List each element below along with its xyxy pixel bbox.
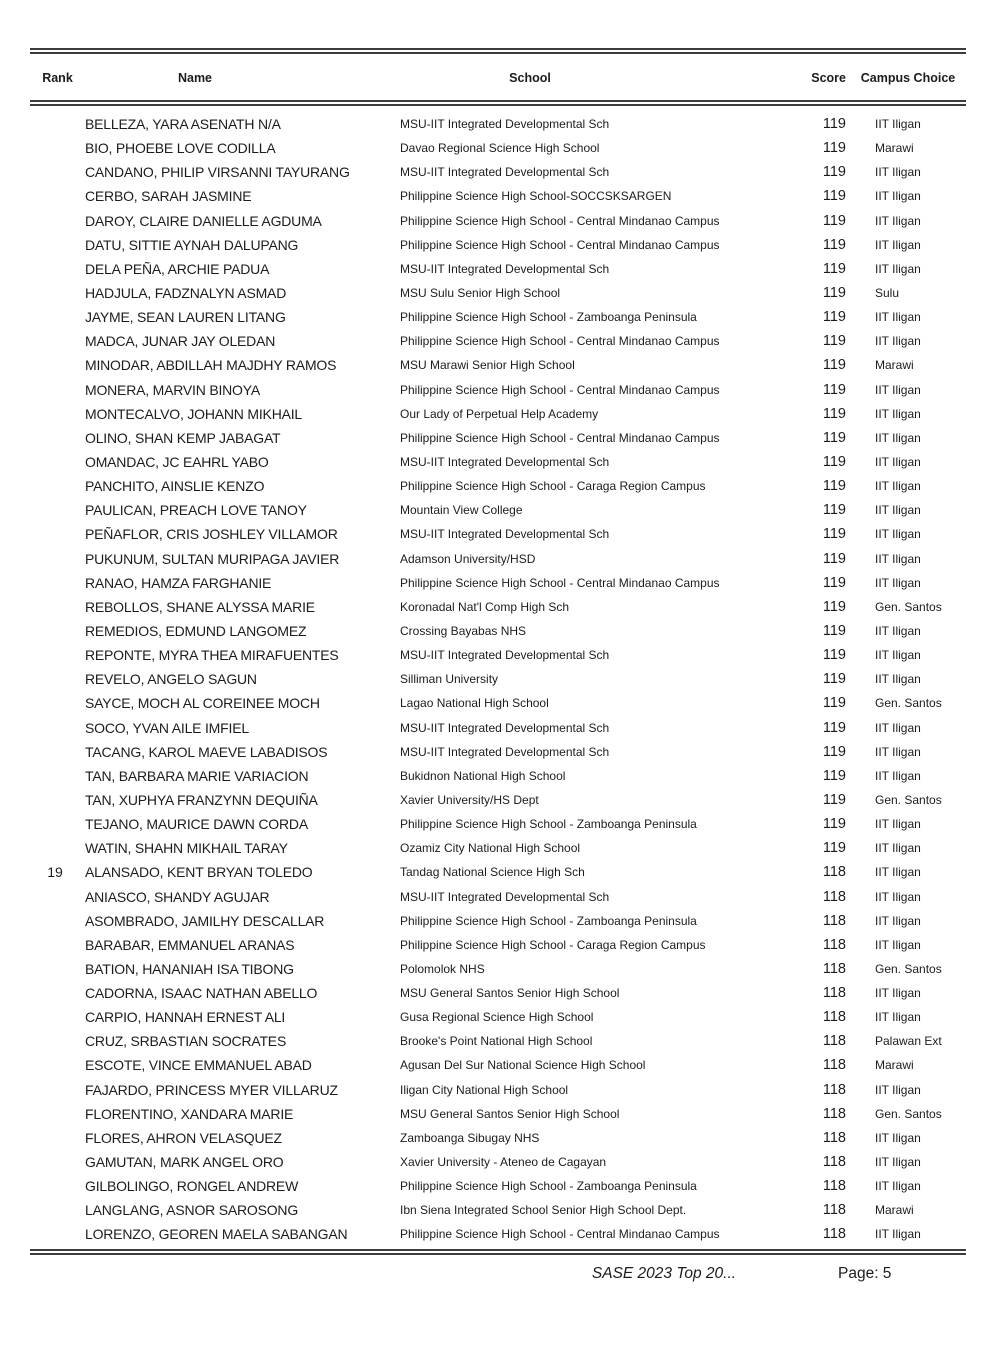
campus-cell: IIT Iligan — [875, 1130, 921, 1145]
school-cell: Philippine Science High School - Central Mindanao Campus — [400, 575, 720, 590]
campus-cell: Gen. Santos — [875, 1106, 942, 1121]
name-cell: CARPIO, HANNAH ERNEST ALI — [85, 1009, 286, 1026]
name-cell: CADORNA, ISAAC NATHAN ABELLO — [85, 985, 318, 1002]
rank-cell — [30, 812, 80, 836]
campus-cell: IIT Iligan — [875, 527, 921, 542]
school-cell: MSU-IIT Integrated Developmental Sch — [400, 720, 610, 735]
table-row — [0, 885, 996, 909]
name-cell: REPONTE, MYRA THEA MIRAFUENTES — [85, 647, 339, 664]
rank-cell — [30, 691, 80, 715]
score-cell: 119 — [822, 695, 846, 712]
rank-cell: 19 — [47, 864, 63, 881]
score-cell: 119 — [822, 647, 846, 664]
header-divider-rule — [30, 100, 966, 106]
table-row — [0, 281, 996, 305]
table-row — [0, 233, 996, 257]
rank-cell — [30, 571, 80, 595]
campus-cell: IIT Iligan — [875, 768, 921, 783]
rank-cell — [30, 547, 80, 571]
rank-cell — [30, 257, 80, 281]
school-cell: MSU-IIT Integrated Developmental Sch — [400, 889, 610, 904]
score-cell: 119 — [822, 816, 846, 833]
name-cell: MINODAR, ABDILLAH MAJDHY RAMOS — [85, 357, 337, 374]
name-cell: SAYCE, MOCH AL COREINEE MOCH — [85, 695, 320, 712]
campus-cell: IIT Iligan — [875, 1082, 921, 1097]
table-row — [0, 981, 996, 1005]
campus-cell: IIT Iligan — [875, 986, 921, 1001]
table-row — [0, 209, 996, 233]
table-row — [0, 691, 996, 715]
score-cell: 119 — [822, 309, 846, 326]
name-cell: PANCHITO, AINSLIE KENZO — [85, 478, 265, 495]
table-row — [0, 353, 996, 377]
score-cell: 119 — [822, 405, 846, 422]
score-cell: 119 — [822, 574, 846, 591]
campus-cell: IIT Iligan — [875, 237, 921, 252]
page-number: Page: 5 — [838, 1265, 892, 1282]
bottom-rule — [30, 1249, 966, 1255]
name-cell: TACANG, KAROL MAEVE LABADISOS — [85, 743, 328, 760]
table-row — [0, 571, 996, 595]
table-row — [0, 812, 996, 836]
name-cell: LORENZO, GEOREN MAELA SABANGAN — [85, 1226, 348, 1243]
name-cell: ANIASCO, SHANDY AGUJAR — [85, 888, 270, 905]
campus-cell: IIT Iligan — [875, 817, 921, 832]
rank-cell — [30, 353, 80, 377]
rank-cell — [30, 450, 80, 474]
school-cell: Philippine Science High School-SOCCSKSARGEN — [400, 189, 672, 204]
name-cell: DATU, SITTIE AYNAH DALUPANG — [85, 236, 299, 253]
name-cell: CRUZ, SRBASTIAN SOCRATES — [85, 1033, 287, 1050]
name-cell: PEÑAFLOR, CRIS JOSHLEY VILLAMOR — [85, 526, 338, 543]
table-row — [0, 1005, 996, 1029]
name-cell: TEJANO, MAURICE DAWN CORDA — [85, 816, 308, 833]
table-row — [0, 667, 996, 691]
school-cell: MSU-IIT Integrated Developmental Sch — [400, 165, 610, 180]
campus-cell: IIT Iligan — [875, 1010, 921, 1025]
rank-cell — [30, 160, 80, 184]
table-header-row — [0, 55, 996, 101]
name-cell: FLORES, AHRON VELASQUEZ — [85, 1129, 282, 1146]
table-row — [0, 860, 996, 884]
score-cell: 118 — [822, 912, 846, 929]
rank-cell — [30, 909, 80, 933]
school-cell: Philippine Science High School - Caraga Region Campus — [400, 937, 706, 952]
score-cell: 119 — [822, 743, 846, 760]
table-row — [0, 740, 996, 764]
score-cell: 119 — [822, 188, 846, 205]
score-cell: 119 — [822, 116, 846, 132]
campus-cell: IIT Iligan — [875, 672, 921, 687]
table-row — [0, 909, 996, 933]
school-cell: Our Lady of Perpetual Help Academy — [400, 406, 599, 421]
name-cell: GAMUTAN, MARK ANGEL ORO — [85, 1154, 284, 1171]
name-cell: FAJARDO, PRINCESS MYER VILLARUZ — [85, 1081, 338, 1098]
school-cell: Philippine Science High School - Zamboanga Peninsula — [400, 310, 697, 325]
campus-cell: IIT Iligan — [875, 382, 921, 397]
table-row — [0, 1198, 996, 1222]
score-cell: 118 — [822, 960, 846, 977]
campus-cell: IIT Iligan — [875, 648, 921, 663]
rank-cell — [30, 329, 80, 353]
name-cell: ALANSADO, KENT BRYAN TOLEDO — [85, 864, 313, 881]
score-cell: 119 — [822, 526, 846, 543]
name-cell: CANDANO, PHILIP VIRSANNI TAYURANG — [85, 164, 350, 181]
table-row — [0, 112, 996, 136]
score-cell: 118 — [822, 1081, 846, 1098]
name-cell: MADCA, JUNAR JAY OLEDAN — [85, 333, 276, 350]
score-cell: 119 — [822, 550, 846, 567]
school-cell: Philippine Science High School - Zamboanga Peninsula — [400, 913, 697, 928]
campus-cell: IIT Iligan — [875, 744, 921, 759]
school-cell: Crossing Bayabas NHS — [400, 623, 527, 638]
school-cell: Philippine Science High School - Zamboanga Peninsula — [400, 817, 697, 832]
school-cell: Brooke's Point National High School — [400, 1034, 593, 1049]
campus-cell: Palawan Ext — [875, 1034, 942, 1049]
campus-cell: IIT Iligan — [875, 503, 921, 518]
rank-cell — [30, 1053, 80, 1077]
campus-cell: IIT Iligan — [875, 623, 921, 638]
rank-cell — [30, 281, 80, 305]
school-cell: Philippine Science High School - Central Mindanao Campus — [400, 213, 720, 228]
campus-cell: IIT Iligan — [875, 913, 921, 928]
rank-cell — [30, 184, 80, 208]
campus-cell: IIT Iligan — [875, 841, 921, 856]
school-cell: Philippine Science High School - Central Mindanao Campus — [400, 430, 720, 445]
rank-cell — [30, 595, 80, 619]
table-row — [0, 136, 996, 160]
school-cell: Adamson University/HSD — [400, 551, 536, 566]
name-cell: BARABAR, EMMANUEL ARANAS — [85, 936, 295, 953]
rank-cell — [30, 378, 80, 402]
campus-cell: IIT Iligan — [875, 189, 921, 204]
name-cell: OMANDAC, JC EAHRL YABO — [85, 453, 269, 470]
rank-cell — [30, 740, 80, 764]
score-cell: 118 — [822, 985, 846, 1002]
school-cell: Philippine Science High School - Caraga Region Campus — [400, 479, 706, 494]
name-cell: PUKUNUM, SULTAN MURIPAGA JAVIER — [85, 550, 340, 567]
table-row — [0, 450, 996, 474]
school-cell: Tandag National Science High Sch — [400, 865, 585, 880]
campus-cell: IIT Iligan — [875, 479, 921, 494]
name-cell: CERBO, SARAH JASMINE — [85, 188, 252, 205]
school-cell: Lagao National High School — [400, 696, 549, 711]
school-cell: Xavier University/HS Dept — [400, 792, 539, 807]
results-table-body — [0, 112, 996, 1247]
rank-cell — [30, 474, 80, 498]
name-cell: HADJULA, FADZNALYN ASMAD — [85, 284, 287, 301]
rank-cell — [30, 885, 80, 909]
table-row — [0, 836, 996, 860]
campus-cell: Gen. Santos — [875, 696, 942, 711]
name-cell: MONTECALVO, JOHANN MIKHAIL — [85, 405, 303, 422]
school-cell: Bukidnon National High School — [400, 768, 566, 783]
campus-cell: Gen. Santos — [875, 792, 942, 807]
rank-cell — [30, 1078, 80, 1102]
school-cell: MSU-IIT Integrated Developmental Sch — [400, 527, 610, 542]
rank-cell — [30, 1005, 80, 1029]
rank-cell — [30, 1126, 80, 1150]
campus-cell: IIT Iligan — [875, 720, 921, 735]
school-cell: Polomolok NHS — [400, 961, 485, 976]
table-row — [0, 522, 996, 546]
name-cell: JAYME, SEAN LAUREN LITANG — [85, 309, 286, 326]
table-row — [0, 619, 996, 643]
score-cell: 119 — [822, 333, 846, 350]
name-cell: OLINO, SHAN KEMP JABAGAT — [85, 429, 281, 446]
table-row — [0, 378, 996, 402]
score-cell: 119 — [822, 767, 846, 784]
score-cell: 119 — [822, 671, 846, 688]
name-cell: ESCOTE, VINCE EMMANUEL ABAD — [85, 1057, 312, 1074]
score-cell: 119 — [822, 357, 846, 374]
score-cell: 118 — [822, 936, 846, 953]
name-cell: REMEDIOS, EDMUND LANGOMEZ — [85, 622, 307, 639]
name-cell: FLORENTINO, XANDARA MARIE — [85, 1105, 294, 1122]
school-cell: Zamboanga Sibugay NHS — [400, 1130, 540, 1145]
rank-cell — [30, 1029, 80, 1053]
school-cell: MSU-IIT Integrated Developmental Sch — [400, 117, 610, 131]
campus-cell: Gen. Santos — [875, 961, 942, 976]
rank-cell — [30, 426, 80, 450]
campus-choice-column-header: Campus Choice — [860, 71, 956, 85]
score-cell: 119 — [822, 260, 846, 277]
table-row — [0, 1078, 996, 1102]
school-cell: Philippine Science High School - Central Mindanao Campus — [400, 382, 720, 397]
rank-cell — [30, 981, 80, 1005]
campus-cell: IIT Iligan — [875, 334, 921, 349]
table-row — [0, 643, 996, 667]
rank-cell — [30, 402, 80, 426]
top-rule — [30, 48, 966, 54]
score-cell: 118 — [822, 1154, 846, 1171]
campus-cell: IIT Iligan — [875, 406, 921, 421]
rank-cell — [30, 209, 80, 233]
name-cell: REBOLLOS, SHANE ALYSSA MARIE — [85, 598, 315, 615]
campus-cell: IIT Iligan — [875, 889, 921, 904]
rank-column-header: Rank — [42, 71, 73, 85]
table-row — [0, 1053, 996, 1077]
campus-cell: IIT Iligan — [875, 865, 921, 880]
school-cell: Philippine Science High School - Zamboanga Peninsula — [400, 1179, 697, 1194]
school-cell: MSU General Santos Senior High School — [400, 986, 620, 1001]
name-cell: BIO, PHOEBE LOVE CODILLA — [85, 140, 276, 157]
rank-cell — [30, 836, 80, 860]
score-cell: 119 — [822, 719, 846, 736]
score-cell: 119 — [822, 284, 846, 301]
school-cell: Philippine Science High School - Central Mindanao Campus — [400, 1227, 720, 1242]
school-cell: Ibn Siena Integrated School Senior High School Dept. — [400, 1203, 687, 1218]
campus-cell: IIT Iligan — [875, 1227, 921, 1242]
score-cell: 119 — [822, 453, 846, 470]
score-cell: 119 — [822, 164, 846, 181]
rank-cell — [30, 716, 80, 740]
name-cell: SOCO, YVAN AILE IMFIEL — [85, 719, 249, 736]
rank-cell — [30, 233, 80, 257]
table-row — [0, 184, 996, 208]
table-row — [0, 305, 996, 329]
table-row — [0, 426, 996, 450]
school-cell: Iligan City National High School — [400, 1082, 569, 1097]
school-cell: Xavier University - Ateneo de Cagayan — [400, 1155, 607, 1170]
table-row — [0, 547, 996, 571]
campus-cell: IIT Iligan — [875, 1155, 921, 1170]
rank-cell — [30, 619, 80, 643]
school-column-header: School — [509, 71, 551, 85]
score-cell: 119 — [822, 381, 846, 398]
rank-cell — [30, 522, 80, 546]
score-cell: 118 — [822, 864, 846, 881]
score-cell: 119 — [822, 502, 846, 519]
page-footer — [0, 1258, 996, 1290]
score-cell: 119 — [822, 478, 846, 495]
table-row — [0, 764, 996, 788]
rank-cell — [30, 136, 80, 160]
table-row — [0, 498, 996, 522]
score-cell: 118 — [822, 1129, 846, 1146]
school-cell: Philippine Science High School - Central Mindanao Campus — [400, 237, 720, 252]
rank-cell — [30, 788, 80, 812]
table-row — [0, 257, 996, 281]
school-cell: MSU-IIT Integrated Developmental Sch — [400, 261, 610, 276]
score-cell: 118 — [822, 1226, 846, 1243]
rank-cell — [30, 933, 80, 957]
name-cell: MONERA, MARVIN BINOYA — [85, 381, 260, 398]
score-cell: 119 — [822, 791, 846, 808]
rank-cell — [30, 643, 80, 667]
score-cell: 118 — [822, 1202, 846, 1219]
rank-cell — [30, 1174, 80, 1198]
campus-cell: Gen. Santos — [875, 599, 942, 614]
rank-cell — [30, 498, 80, 522]
report-title: SASE 2023 Top 20... — [591, 1265, 737, 1282]
rank-cell — [30, 764, 80, 788]
school-cell: Philippine Science High School - Central Mindanao Campus — [400, 334, 720, 349]
name-cell: RANAO, HAMZA FARGHANIE — [85, 574, 272, 591]
name-cell: REVELO, ANGELO SAGUN — [85, 671, 257, 688]
rank-cell — [30, 305, 80, 329]
school-cell: Gusa Regional Science High School — [400, 1010, 594, 1025]
school-cell: MSU Sulu Senior High School — [400, 285, 561, 300]
school-cell: MSU-IIT Integrated Developmental Sch — [400, 454, 610, 469]
name-cell: PAULICAN, PREACH LOVE TANOY — [85, 502, 307, 519]
rank-cell — [30, 1198, 80, 1222]
table-row — [0, 160, 996, 184]
school-cell: MSU General Santos Senior High School — [400, 1106, 620, 1121]
table-row — [0, 788, 996, 812]
campus-cell: IIT Iligan — [875, 117, 921, 131]
school-cell: Agusan Del Sur National Science High School — [400, 1058, 646, 1073]
rank-cell — [30, 957, 80, 981]
campus-cell: IIT Iligan — [875, 430, 921, 445]
score-cell: 118 — [822, 1178, 846, 1195]
score-cell: 118 — [822, 1009, 846, 1026]
rank-cell — [30, 1102, 80, 1126]
table-row — [0, 1126, 996, 1150]
table-row — [0, 716, 996, 740]
campus-cell: Marawi — [875, 358, 914, 373]
campus-cell: IIT Iligan — [875, 165, 921, 180]
score-cell: 118 — [822, 888, 846, 905]
score-cell: 119 — [822, 140, 846, 157]
campus-cell: IIT Iligan — [875, 551, 921, 566]
table-row — [0, 595, 996, 619]
school-cell: Davao Regional Science High School — [400, 141, 600, 156]
score-cell: 119 — [822, 212, 846, 229]
rank-cell — [30, 1150, 80, 1174]
school-cell: MSU-IIT Integrated Developmental Sch — [400, 648, 610, 663]
campus-cell: IIT Iligan — [875, 213, 921, 228]
table-row — [0, 402, 996, 426]
score-cell: 119 — [822, 429, 846, 446]
name-cell: WATIN, SHAHN MIKHAIL TARAY — [85, 840, 288, 857]
name-cell: LANGLANG, ASNOR SAROSONG — [85, 1202, 299, 1219]
school-cell: MSU-IIT Integrated Developmental Sch — [400, 744, 610, 759]
name-cell: TAN, BARBARA MARIE VARIACION — [85, 767, 309, 784]
score-cell: 118 — [822, 1057, 846, 1074]
campus-cell: IIT Iligan — [875, 1179, 921, 1194]
score-cell: 118 — [822, 1033, 846, 1050]
campus-cell: Marawi — [875, 141, 914, 156]
name-cell: BATION, HANANIAH ISA TIBONG — [85, 960, 294, 977]
score-cell: 118 — [822, 1105, 846, 1122]
name-cell: BELLEZA, YARA ASENATH N/A — [85, 116, 281, 132]
name-cell: DAROY, CLAIRE DANIELLE AGDUMA — [85, 212, 322, 229]
table-row — [0, 957, 996, 981]
table-row — [0, 1174, 996, 1198]
table-row — [0, 1150, 996, 1174]
table-row — [0, 474, 996, 498]
school-cell: Ozamiz City National High School — [400, 841, 581, 856]
rank-cell — [30, 667, 80, 691]
school-cell: MSU Marawi Senior High School — [400, 358, 575, 373]
table-row — [0, 933, 996, 957]
score-cell: 119 — [822, 236, 846, 253]
name-cell: DELA PEÑA, ARCHIE PADUA — [85, 260, 270, 277]
school-cell: Silliman University — [400, 672, 499, 687]
school-cell: Koronadal Nat'l Comp High Sch — [400, 599, 570, 614]
table-row — [0, 1029, 996, 1053]
name-cell: GILBOLINGO, RONGEL ANDREW — [85, 1178, 299, 1195]
campus-cell: Marawi — [875, 1203, 914, 1218]
school-cell: Mountain View College — [400, 503, 523, 518]
name-cell: ASOMBRADO, JAMILHY DESCALLAR — [85, 912, 325, 929]
score-column-header: Score — [811, 71, 846, 85]
name-column-header: Name — [177, 71, 213, 85]
score-cell: 119 — [822, 840, 846, 857]
score-cell: 119 — [822, 598, 846, 615]
campus-cell: IIT Iligan — [875, 575, 921, 590]
table-row — [0, 1102, 996, 1126]
rank-cell — [30, 112, 80, 136]
name-cell: TAN, XUPHYA FRANZYNN DEQUIÑA — [85, 791, 318, 808]
campus-cell: Marawi — [875, 1058, 914, 1073]
rank-cell — [30, 1222, 80, 1246]
score-cell: 119 — [822, 622, 846, 639]
campus-cell: IIT Iligan — [875, 261, 921, 276]
campus-cell: IIT Iligan — [875, 937, 921, 952]
campus-cell: IIT Iligan — [875, 310, 921, 325]
table-row — [0, 1222, 996, 1246]
table-row — [0, 329, 996, 353]
campus-cell: IIT Iligan — [875, 454, 921, 469]
campus-cell: Sulu — [875, 285, 900, 300]
